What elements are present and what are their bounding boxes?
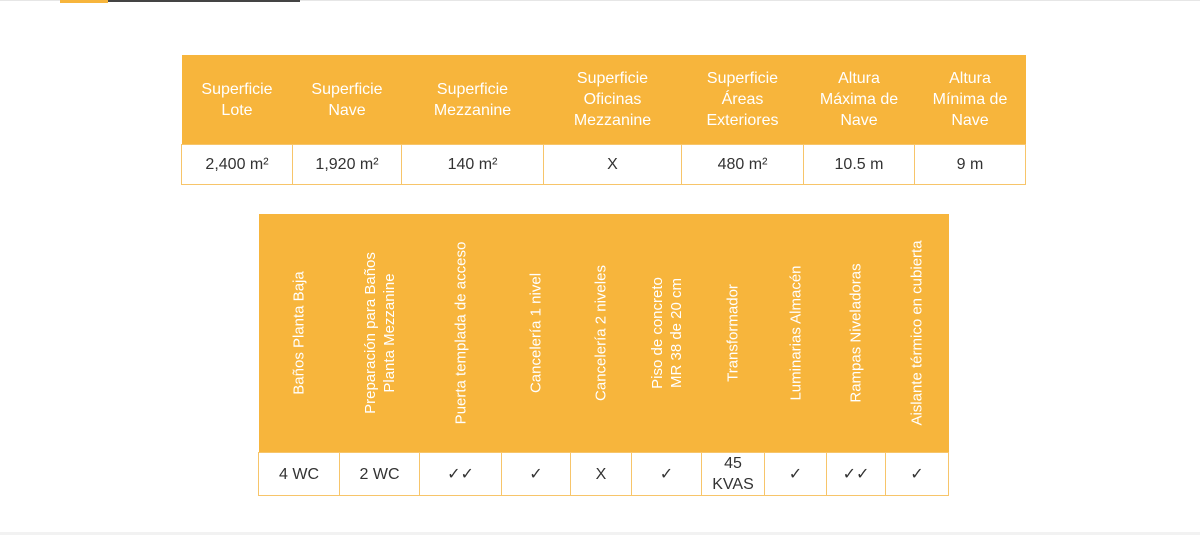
header-canceleria-1-nivel: Cancelería 1 nivel: [502, 214, 571, 453]
header-transformador: Transformador: [702, 214, 765, 453]
header-preparacion-banos-mezzanine: Preparación para Baños Planta Mezzanine: [340, 214, 420, 453]
value-canceleria-2-niveles: X: [571, 453, 632, 496]
value-superficie-areas-exteriores: 480 m²: [682, 145, 804, 185]
header-canceleria-2-niveles: Cancelería 2 niveles: [571, 214, 632, 453]
areas-table: [181, 55, 1026, 185]
value-piso-concreto: ✓: [632, 453, 702, 496]
features-header-row: [259, 214, 949, 453]
header-piso-concreto: Piso de concreto MR 38 de 20 cm: [632, 214, 702, 453]
header-banos-planta-baja: Baños Planta Baja: [259, 214, 340, 453]
header-puerta-templada: Puerta templada de acceso: [420, 214, 502, 453]
value-rampas-niveladoras: ✓✓: [827, 453, 886, 496]
value-superficie-mezzanine: 140 m²: [402, 145, 544, 185]
features-value-row: [259, 453, 949, 496]
header-superficie-areas-exteriores: Superficie Áreas Exteriores: [682, 55, 804, 145]
header-superficie-nave: Superficie Nave: [293, 55, 402, 145]
header-luminarias-almacen: Luminarias Almacén: [765, 214, 827, 453]
value-puerta-templada: ✓✓: [420, 453, 502, 496]
value-aislante-termico: ✓: [886, 453, 949, 496]
value-banos-planta-baja: 4 WC: [259, 453, 340, 496]
value-preparacion-banos-mezzanine: 2 WC: [340, 453, 420, 496]
features-table: [258, 214, 949, 496]
value-luminarias-almacen: ✓: [765, 453, 827, 496]
value-altura-minima: 9 m: [915, 145, 1026, 185]
header-altura-maxima: Altura Máxima de Nave: [804, 55, 915, 145]
tab-accent-bar: [60, 0, 108, 3]
header-rampas-niveladoras: Rampas Niveladoras: [827, 214, 886, 453]
header-altura-minima: Altura Mínima de Nave: [915, 55, 1026, 145]
header-superficie-lote: Superficie Lote: [182, 55, 293, 145]
tab-underline: [108, 0, 300, 2]
areas-value-row: [182, 145, 1026, 185]
header-aislante-termico: Aislante térmico en cubierta: [886, 214, 949, 453]
value-transformador: 45 KVAS: [702, 453, 765, 496]
value-canceleria-1-nivel: ✓: [502, 453, 571, 496]
value-altura-maxima: 10.5 m: [804, 145, 915, 185]
value-superficie-oficinas-mezzanine: X: [544, 145, 682, 185]
value-superficie-lote: 2,400 m²: [182, 145, 293, 185]
header-superficie-oficinas-mezzanine: Superficie Oficinas Mezzanine: [544, 55, 682, 145]
header-superficie-mezzanine: Superficie Mezzanine: [402, 55, 544, 145]
areas-header-row: [182, 55, 1026, 145]
value-superficie-nave: 1,920 m²: [293, 145, 402, 185]
